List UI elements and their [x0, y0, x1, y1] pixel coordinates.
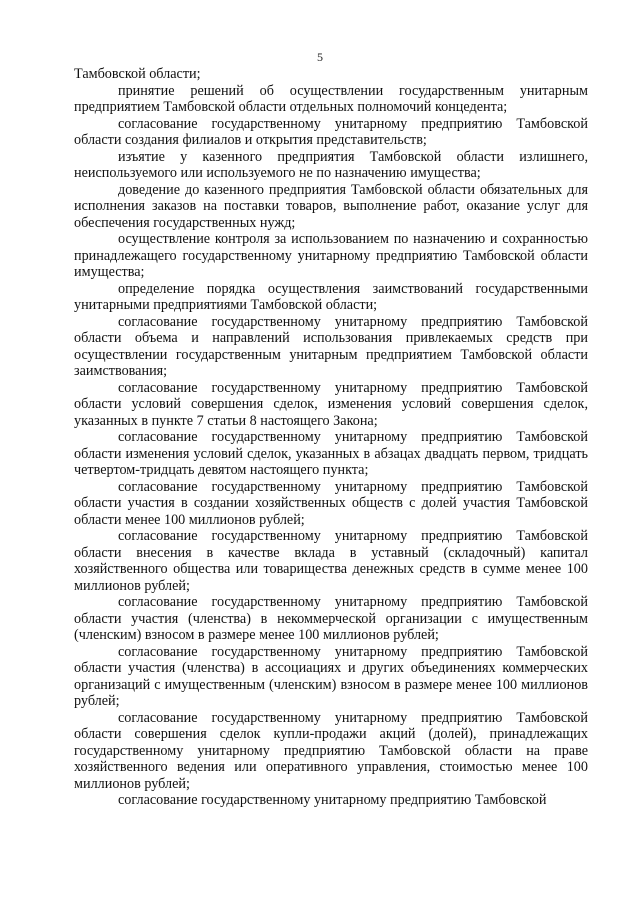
document-body: [74, 66, 588, 809]
paragraph: согласование государственному унитарному предприятию Тамбовской области внесения в качестве вклада в уставный (складочный) капитал хозяйственного общества или товарищества денежных средств в сумме менее 100 миллионов рублей;: [74, 528, 588, 594]
paragraph: согласование государственному унитарному предприятию Тамбовской области участия в создании хозяйственных обществ с долей участия Тамбовской области менее 100 миллионов рублей;: [74, 478, 588, 528]
paragraph: согласование государственному унитарному предприятию Тамбовской области участия (членства) в ассоциациях и других объединениях коммерческих организаций с имущественным (членским) взносом в размере менее 100 миллионов рублей;: [74, 643, 588, 709]
paragraph: Тамбовской области;: [74, 66, 201, 82]
paragraph: согласование государственному унитарному предприятию Тамбовской области совершения сделок купли-продажи акций (долей), принадлежащих государственному унитарному предприятию Тамбовской области на праве хозяйственного ведения или оперативного управления, стоимостью менее 100 миллионов рублей;: [74, 709, 588, 792]
page-number: 5: [317, 50, 323, 64]
paragraph: согласование государственному унитарному предприятию Тамбовской области участия (членства) в некоммерческой организации с имущественным (членским) взносом в размере менее 100 миллионов рублей;: [74, 594, 588, 643]
paragraph: принятие решений об осуществлении государственным унитарным предприятием Тамбовской области отдельных полномочий концедента;: [74, 82, 588, 115]
paragraph: определение порядка осуществления заимствований государственными унитарными предприятиями Тамбовской области;: [74, 280, 588, 313]
paragraph: доведение до казенного предприятия Тамбовской области обязательных для исполнения заказов на поставки товаров, выполнение работ, оказание услуг для обеспечения государственных нужд;: [74, 181, 588, 231]
paragraph: согласование государственному унитарному предприятию Тамбовской области условий совершения сделок, изменения условий совершения сделок, указанных в пункте 7 статьи 8 настоящего Закона;: [74, 379, 588, 429]
paragraph: согласование государственному унитарному предприятию Тамбовской области изменения условий сделок, указанных в абзацах двадцать первом, тридцать четвертом-тридцать девятом настоящего пункта;: [74, 429, 588, 478]
paragraph: согласование государственному унитарному предприятию Тамбовской области создания филиалов и открытия представительств;: [74, 115, 588, 148]
paragraph: согласование государственному унитарному предприятию Тамбовской: [118, 792, 547, 808]
paragraph: осуществление контроля за использованием по назначению и сохранностью принадлежащего государственному унитарному предприятию Тамбовской области имущества;: [74, 231, 588, 280]
paragraph: согласование государственному унитарному предприятию Тамбовской области объема и направлений использования привлекаемых средств при осуществлении государственным унитарным предприятием Тамбовской области заимствования;: [74, 313, 588, 379]
paragraph: изъятие у казенного предприятия Тамбовской области излишнего, неиспользуемого или используемого не по назначению имущества;: [74, 148, 588, 181]
